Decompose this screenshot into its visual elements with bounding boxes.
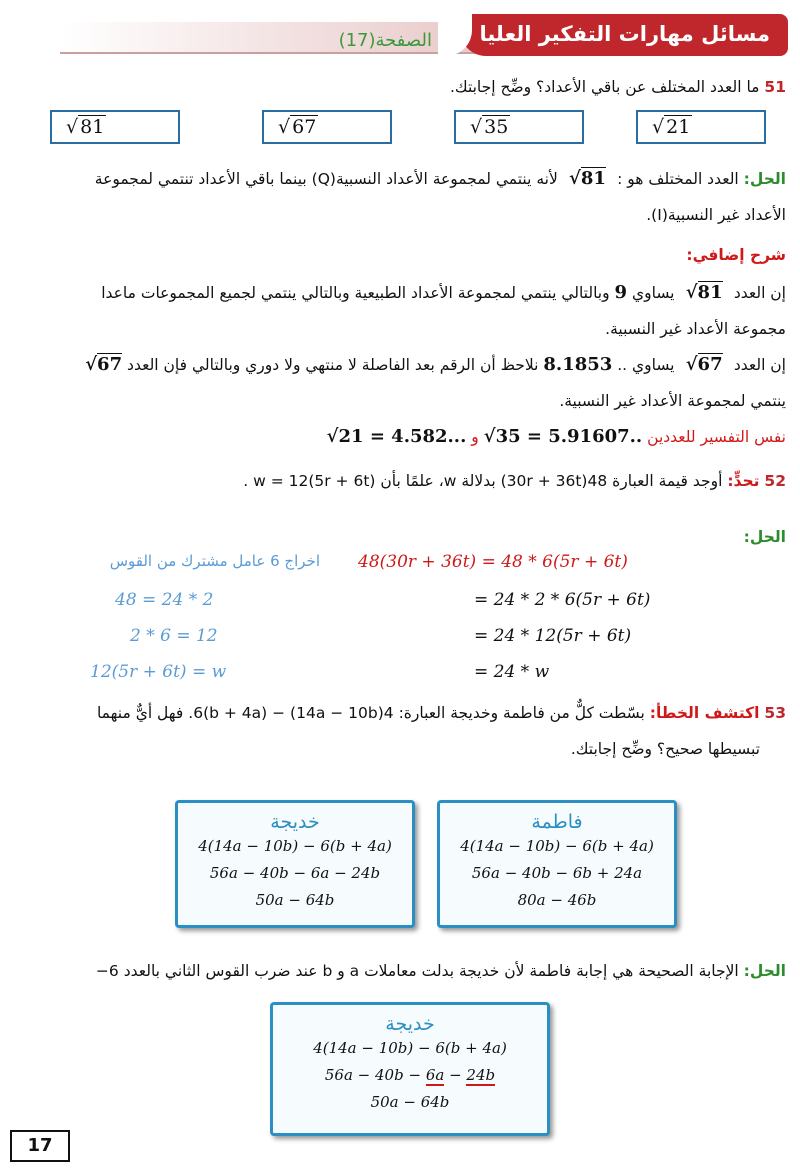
extra-p3: نفس التفسير للعددين √35 = 5.91607.. و √21 = 4.582... (326, 426, 786, 447)
question-53: 53 اكتشف الخطأ: بسّطت كلٌّ من فاطمة وخديجة العبارة: 4(14a − 10b) − 6(b + 4a). فهل أيٌّ منهما (96, 704, 786, 722)
question-52: 52 تحدٍّ: أوجد قيمة العبارة 48(30r + 36t) بدلالة w، علمًا بأن w = 12(5r + 6t) . (243, 472, 786, 490)
step: = 24 * w (474, 662, 550, 682)
note: 12(5r + 6t) = w (90, 662, 227, 682)
question-text: ما العدد المختلف عن باقي الأعداد؟ وضِّح إجابتك. (449, 78, 760, 96)
note: 2 * 6 = 12 (130, 626, 218, 646)
extra-p1: إن العدد √81 يساوي 9 وبالتالي ينتمي لمجموعة الأعداد الطبيعية وبالتالي ينتمي لجميع المجموعات ماعدا (101, 282, 786, 303)
q51-solution-cont: الأعداد غير النسبية(I). (646, 206, 786, 224)
q53-solution: الحل: الإجابة الصحيحة هي إجابة فاطمة لأن خديجة بدلت معاملات a و b عند ضرب القوس الثاني بالعدد 6− (95, 962, 786, 980)
option-box: √ 67 (262, 110, 392, 144)
khadija-box-annotated: خديجة 4(14a − 10b) − 6(b + 4a) 56a − 40b − 6a − 24b 50a − 64b (270, 1002, 550, 1136)
page-reference: الصفحة(17) (338, 30, 432, 51)
extra-p1-cont: مجموعة الأعداد غير النسبية. (605, 320, 786, 338)
khadija-box: خديجة 4(14a − 10b) − 6(b + 4a) 56a − 40b − 6a − 24b 50a − 64b (175, 800, 415, 928)
extra-p2: إن العدد √67 يساوي .. 8.1853 نلاحظ أن الرقم بعد الفاصلة لا منتهي ولا دوري وبالتالي فإن العدد √67 (85, 354, 786, 375)
section-title: مسائل مهارات التفكير العليا (479, 22, 770, 46)
option-box: √ 81 (50, 110, 180, 144)
option-box: √ 35 (454, 110, 584, 144)
step: = 24 * 2 * 6(5r + 6t) (474, 590, 651, 610)
note: اخراج 6 عامل مشترك من القوس (109, 552, 320, 570)
step: 48(30r + 36t) = 48 * 6(5r + 6t) (358, 552, 628, 572)
step: = 24 * 12(5r + 6t) (474, 626, 632, 646)
note: 48 = 24 * 2 (115, 590, 214, 610)
extra-p2-cont: ينتمي لمجموعة الأعداد غير النسبية. (559, 392, 786, 410)
extra-label: شرح إضافي: (686, 246, 786, 264)
question-number: 51 (764, 78, 786, 96)
header-banner (0, 14, 788, 60)
page-number: 17 (10, 1130, 70, 1162)
option-box: √ 21 (636, 110, 766, 144)
question-51 (26, 76, 786, 98)
question-53-cont: تبسيطها صحيح؟ وضِّح إجابتك. (570, 740, 760, 758)
q52-solution-label: الحل: (743, 528, 786, 546)
fatima-box: فاطمة 4(14a − 10b) − 6(b + 4a) 56a − 40b − 6b + 24a 80a − 46b (437, 800, 677, 928)
q51-solution: الحل: العدد المختلف هو : √81 لأنه ينتمي لمجموعة الأعداد النسبية(Q) بينما باقي الأعداد تنتمي لمجموعة (94, 168, 786, 189)
